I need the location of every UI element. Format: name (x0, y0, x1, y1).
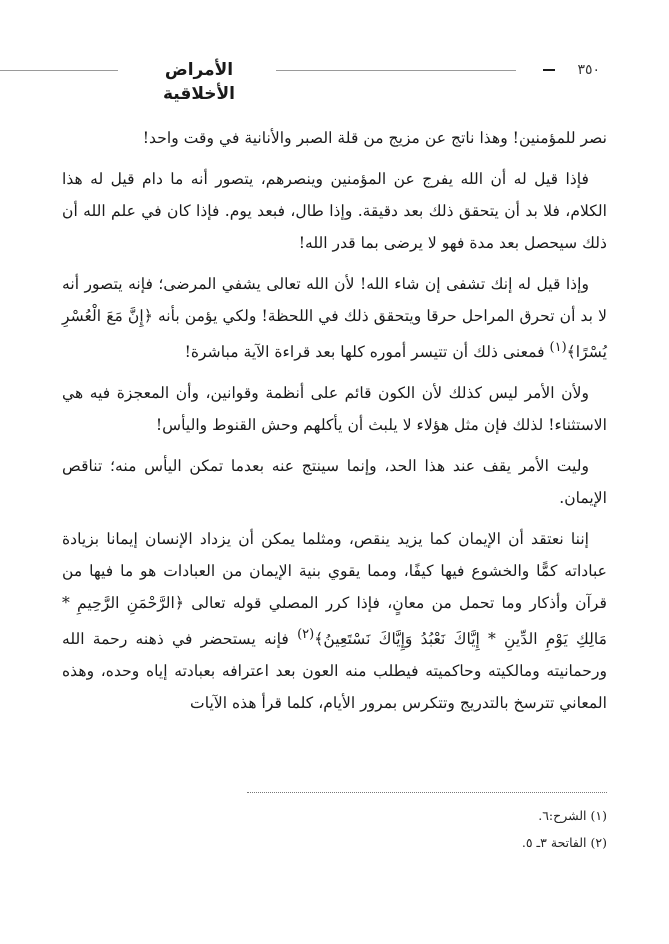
footnote-separator (247, 792, 607, 793)
quran-verse-2: ﴿الرَّحْمَنِ الرَّحِيمِ * مَالِكِ يَوْمِ الدِّينِ * إِيَّاكَ نَعْبُدُ وَإِيَّاكَ نَسْتَعِينُ﴾ (62, 594, 607, 649)
header-rule-middle (276, 70, 516, 71)
paragraph-5: وليت الأمر يقف عند هذا الحد، وإنما سينتج عنه بعدما تمكن اليأس منه؛ تناقص الإيمان. (62, 457, 607, 508)
page-number: ٣٥٠ (577, 62, 600, 78)
running-header (0, 58, 669, 104)
paragraph-3 (62, 268, 607, 368)
header-rule-left (0, 70, 118, 71)
chapter-title: الأمراض الأخلاقية (162, 60, 236, 104)
paragraph-6 (62, 523, 607, 719)
footnote-ref-2: (٢) (297, 627, 315, 643)
footnote-ref-1: (١) (549, 340, 567, 355)
header-rule-right (543, 69, 555, 71)
paragraph-6-text-end: فإنه يستحضر في ذهنه رحمة الله ورحمانيته ومالكيته وحاكميته فيطلب منه العون بعد اعترافه بعبادته إياه وحده، وهذه المعاني تترسخ بالتدريج وتتكرس بمرور الأيام، كلما قرأ هذه الآيات (62, 630, 607, 713)
paragraph-4: ولأن الأمر ليس كذلك لأن الكون قائم على أنظمة وقوانين، وأن المعجزة فيه هي الاستثناء! لذلك فإن مثل هؤلاء لا يلبث أن يأكلهم وحش القنوط واليأس! (62, 384, 607, 435)
page-body (62, 122, 607, 728)
footnotes (62, 802, 607, 856)
paragraph-3-text-end: فمعنى ذلك أن تتيسر أموره كلها بعد قراءة الآية مباشرة! (184, 343, 550, 362)
quran-verse-1: ﴿إِنَّ مَعَ الْعُسْرِ يُسْرًا﴾ (62, 307, 607, 362)
footnote-1: (١) الشرح:٦. (538, 808, 607, 823)
footnote-2: (٢) الفاتحة ٣ـ ٥. (521, 835, 607, 850)
paragraph-1: نصر للمؤمنين! وهذا ناتج عن مزيج من قلة الصبر والأنانية في وقت واحد! (142, 129, 607, 147)
paragraph-2: فإذا قيل له أن الله يفرج عن المؤمنين وينصرهم، يتصور أنه ما دام قيل له هذا الكلام، فلا بد أن يتحقق ذلك بعد دقيقة. وإذا طال، فبعد يوم. فإذا كان في علم الله أن ذلك سيحصل بعد مدة فهو لا يرضى بما قدر الله! (62, 170, 607, 252)
paragraph-3-text-start: وإذا قيل له إنك تشفى إن شاء الله! لأن الله تعالى يشفي المرضى؛ فإنه يتصور أنه لا بد أن تحرق المراحل حرقا ويتحقق ذلك في اللحظة! ولكي يؤمن بأنه (62, 275, 607, 325)
paragraph-6-text-start: إننا نعتقد أن الإيمان كما يزيد ينقص، ومثلما يمكن أن يزداد الإنسان إيمانا بزيادة عباداته كمًّا والخشوع فيها كيفًا، ومما يقوي بنية الإيمان من العبادات هو ما فيها من قرآن وأذكار وما تحمل من معانٍ، فإذا كرر المصلي قوله تعالى (62, 530, 607, 613)
